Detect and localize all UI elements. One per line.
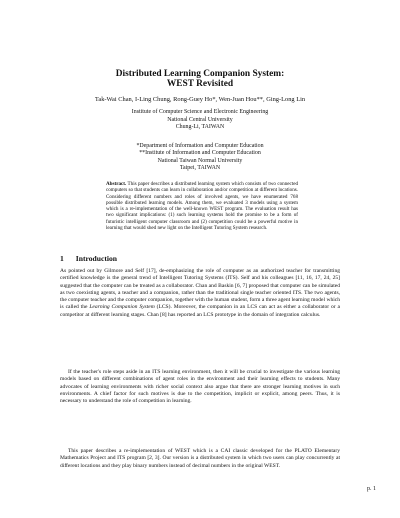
paper-title-line-1: Distributed Learning Companion System:	[115, 69, 285, 79]
section-heading	[60, 254, 117, 263]
section-number: 1	[60, 254, 64, 263]
primary-affiliation	[0, 109, 400, 132]
affiliation-line: National Taiwan Normal University	[157, 157, 243, 164]
affiliation-line: Institute of Computer Science and Electronic Engineering	[131, 109, 269, 115]
paragraph-text: (LCS). Moreover, the companion in an LCS can act as either a collaborator or a competitor at different learning stages. Chan [8] has reported an LCS prototype in the domain of integration calculus.	[60, 304, 340, 318]
body-paragraph-2: If the teacher's role steps aside in an ITS learning environment, then it will be crucial to investigate the various learning models based on different combinations of agent roles in the environment and their learning effects to students. Many advocates of learning environments with richer social context also argue that there are stronger learning motives in such environments. A chief factor for such motives is due to the competition, implicit or explicit, among peers. Thus, it is necessary to understand the role of competition in learning.	[60, 369, 340, 404]
paragraph-text: As pointed out by Gilmore and Self [17], de-emphasizing the role of computer as an authorized teacher for transmitting certified knowledge is the general trend of Intelligent Tutoring Systems (ITS). Self and his colleagues [11, 16, 17, 24, 25] suggested that the computer can be treated as a collaborator. Chan and Baskin [6, 7] proposed that computer can be simulated as two coexisting agents, a teacher and a companion, rather than the traditional single teacher oriented ITS. The two agents, the computer teacher and the computer companion, together with the human student, form a three agent learning model which is called the	[60, 268, 340, 311]
abstract	[106, 181, 298, 231]
secondary-affiliation	[0, 143, 400, 173]
body-paragraph-3: This paper describes a re-implementation of WEST which is a CAI classic developed for the PLATO Elementary Mathematics Project and ITS program [2, 3]. Our version is a distributed system in which two users can play concurrently at different locations and they play binary numbers instead of decimal numbers in the original WEST.	[60, 448, 340, 469]
section-title: Introduction	[75, 254, 118, 263]
author-list: Tak-Wai Chan, I-Ling Chung, Rong-Guey Ho*, Wen-Juan Hou**, Ging-Long Lin	[94, 96, 306, 103]
italic-term: Learning Companion System	[89, 304, 155, 311]
page-number: p. 1	[367, 486, 376, 492]
affiliation-line: Chung-Li, TAIWAN	[175, 124, 225, 130]
affiliation-line: **Institute of Information and Computer Education	[139, 150, 261, 157]
body-paragraph-1	[60, 268, 340, 319]
paper-title-line-2: WEST Revisited	[166, 79, 234, 89]
abstract-label: Abstract.	[106, 181, 127, 187]
affiliation-line: *Department of Information and Computer Education	[136, 143, 264, 149]
affiliation-line: National Central University	[167, 116, 233, 123]
affiliation-line: Taipei, TAIWAN	[179, 165, 221, 172]
abstract-text: This paper describes a distributed learning system which consists of two connected computers so that students can learn in collaboration and/or competition at different locations. Considering different numbers and roles of involved agents, we have enumerated 768 possible distributed learning models. Among them, we evaluated 3 models using a system which is a re-implementation of the well-known WEST program. The evaluation result has two significant implications: (1) such learning systems hold the promise to be a form of futuristic intelligent computer classroom and (2) competition could be a powerful motive in learning that would shed new light on the Intelligent Tutoring System research.	[106, 181, 299, 231]
